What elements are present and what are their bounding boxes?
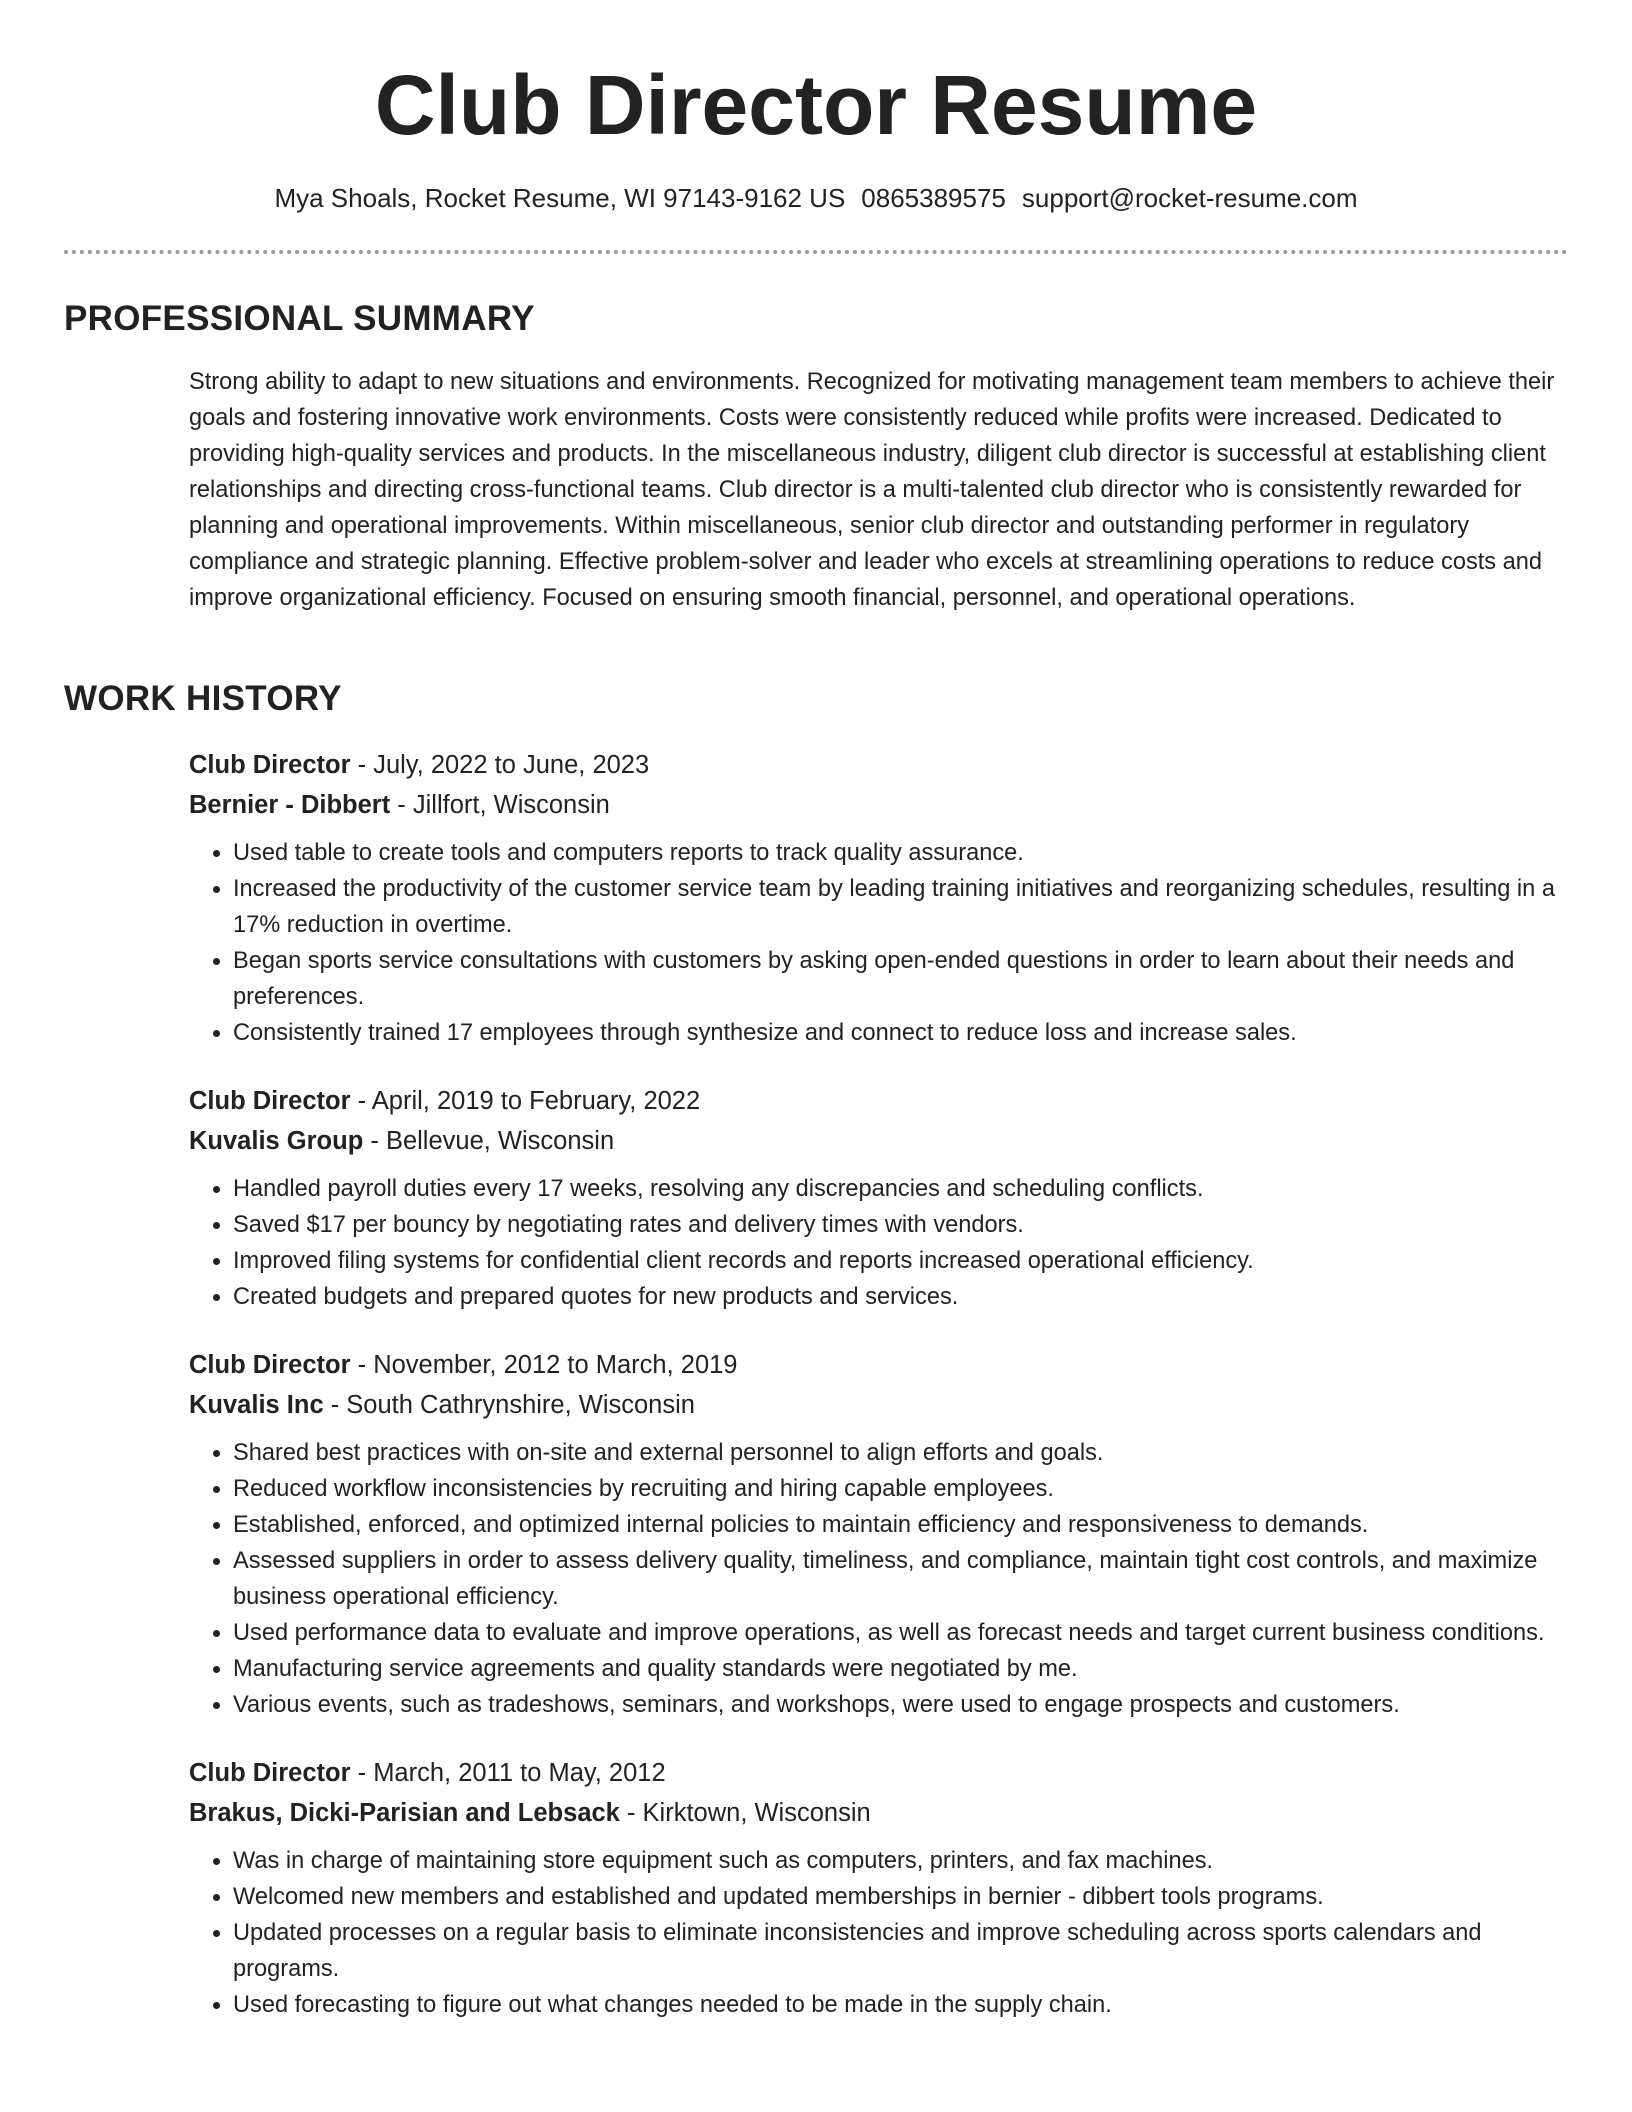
- contact-email: support@rocket-resume.com: [1021, 183, 1358, 213]
- bullet-item: • Consistently trained 17 employees through synthesize and connect to reduce loss and increase sales.: [233, 1015, 1574, 1051]
- job-bullets: [189, 1843, 1574, 2023]
- job-entry: [189, 1753, 1574, 2023]
- bullet-item: • Various events, such as tradeshows, seminars, and workshops, were used to engage prospects and customers.: [233, 1687, 1574, 1723]
- job-dates: - March, 2011 to May, 2012: [350, 1759, 666, 1787]
- bullet-item: • Was in charge of maintaining store equipment such as computers, printers, and fax machines.: [233, 1843, 1574, 1879]
- job-location: - South Cathrynshire, Wisconsin: [323, 1391, 695, 1419]
- contact-line: [0, 180, 1632, 216]
- work-history-list: [189, 745, 1574, 2053]
- job-company: Kuvalis Inc: [189, 1391, 324, 1419]
- bullet-item: • Welcomed new members and established and updated memberships in bernier - dibbert tools programs.: [233, 1879, 1574, 1915]
- job-company: Kuvalis Group: [189, 1127, 364, 1155]
- bullet-item: • Began sports service consultations with customers by asking open-ended questions in order to learn about their needs and preferences.: [233, 943, 1574, 1015]
- job-location: - Kirktown, Wisconsin: [619, 1799, 871, 1827]
- bullet-item: • Used table to create tools and computers reports to track quality assurance.: [233, 835, 1574, 871]
- header-divider: [64, 250, 1568, 254]
- summary-text: Strong ability to adapt to new situations and environments. Recognized for motivating management team members to achieve their goals and fostering innovative work environments. Costs were consistently reduced while profits were increased. Dedicated to providing high-quality services and products. In the miscellaneous industry, diligent club director is successful at establishing client relationships and directing cross-functional teams. Club director is a multi-talented club director who is consistently rewarded for planning and operational improvements. Within miscellaneous, senior club director and outstanding performer in regulatory compliance and strategic planning. Effective problem-solver and leader who excels at streamlining operations to reduce costs and improve organizational efficiency. Focused on ensuring smooth financial, personnel, and operational operations.: [189, 369, 1555, 611]
- bullet-item: • Handled payroll duties every 17 weeks, resolving any discrepancies and scheduling conflicts.: [233, 1171, 1574, 1207]
- job-dates: - July, 2022 to June, 2023: [350, 751, 650, 779]
- job-title: Club Director: [189, 1759, 351, 1787]
- bullet-item: • Increased the productivity of the customer service team by leading training initiatives and reorganizing schedules, resulting in a 17% reduction in overtime.: [233, 871, 1574, 943]
- bullet-item: • Improved filing systems for confidential client records and reports increased operational efficiency.: [233, 1243, 1574, 1279]
- summary-heading: PROFESSIONAL SUMMARY: [64, 299, 535, 338]
- bullet-item: • Assessed suppliers in order to assess delivery quality, timeliness, and compliance, maintain tight cost controls, and maximize business operational efficiency.: [233, 1543, 1574, 1615]
- job-company-line: [189, 1121, 1574, 1161]
- job-location: - Jillfort, Wisconsin: [390, 791, 610, 819]
- job-bullets: [189, 1435, 1574, 1723]
- job-title-line: [189, 1081, 1574, 1121]
- bullet-item: • Reduced workflow inconsistencies by recruiting and hiring capable employees.: [233, 1471, 1574, 1507]
- job-company: Brakus, Dicki-Parisian and Lebsack: [189, 1799, 620, 1827]
- bullet-item: • Used forecasting to figure out what changes needed to be made in the supply chain.: [233, 1987, 1574, 2023]
- job-company: Bernier - Dibbert: [189, 791, 391, 819]
- contact-address: Mya Shoals, Rocket Resume, WI 97143-9162 US: [274, 183, 846, 213]
- job-title-line: [189, 1753, 1574, 1793]
- job-title-line: [189, 745, 1574, 785]
- job-dates: - April, 2019 to February, 2022: [350, 1087, 701, 1115]
- job-title: Club Director: [189, 1087, 351, 1115]
- work-history-heading: WORK HISTORY: [64, 679, 342, 718]
- page-title: Club Director Resume: [374, 58, 1258, 152]
- job-company-line: [189, 785, 1574, 825]
- bullet-item: • Updated processes on a regular basis to eliminate inconsistencies and improve scheduling across sports calendars and programs.: [233, 1915, 1574, 1987]
- job-entry: [189, 1345, 1574, 1723]
- bullet-item: • Created budgets and prepared quotes for new products and services.: [233, 1279, 1574, 1315]
- contact-phone: 0865389575: [861, 183, 1006, 213]
- bullet-item: • Shared best practices with on-site and external personnel to align efforts and goals.: [233, 1435, 1574, 1471]
- job-location: - Bellevue, Wisconsin: [363, 1127, 615, 1155]
- job-company-line: [189, 1385, 1574, 1425]
- bullet-item: • Manufacturing service agreements and quality standards were negotiated by me.: [233, 1651, 1574, 1687]
- job-title-line: [189, 1345, 1574, 1385]
- bullet-item: • Used performance data to evaluate and improve operations, as well as forecast needs and target current business conditions.: [233, 1615, 1574, 1651]
- job-title: Club Director: [189, 751, 351, 779]
- job-company-line: [189, 1793, 1574, 1833]
- job-entry: [189, 1081, 1574, 1315]
- job-dates: - November, 2012 to March, 2019: [350, 1351, 738, 1379]
- job-title: Club Director: [189, 1351, 351, 1379]
- job-bullets: [189, 1171, 1574, 1315]
- bullet-item: • Saved $17 per bouncy by negotiating rates and delivery times with vendors.: [233, 1207, 1574, 1243]
- job-entry: [189, 745, 1574, 1051]
- job-bullets: [189, 835, 1574, 1051]
- bullet-item: • Established, enforced, and optimized internal policies to maintain efficiency and responsiveness to demands.: [233, 1507, 1574, 1543]
